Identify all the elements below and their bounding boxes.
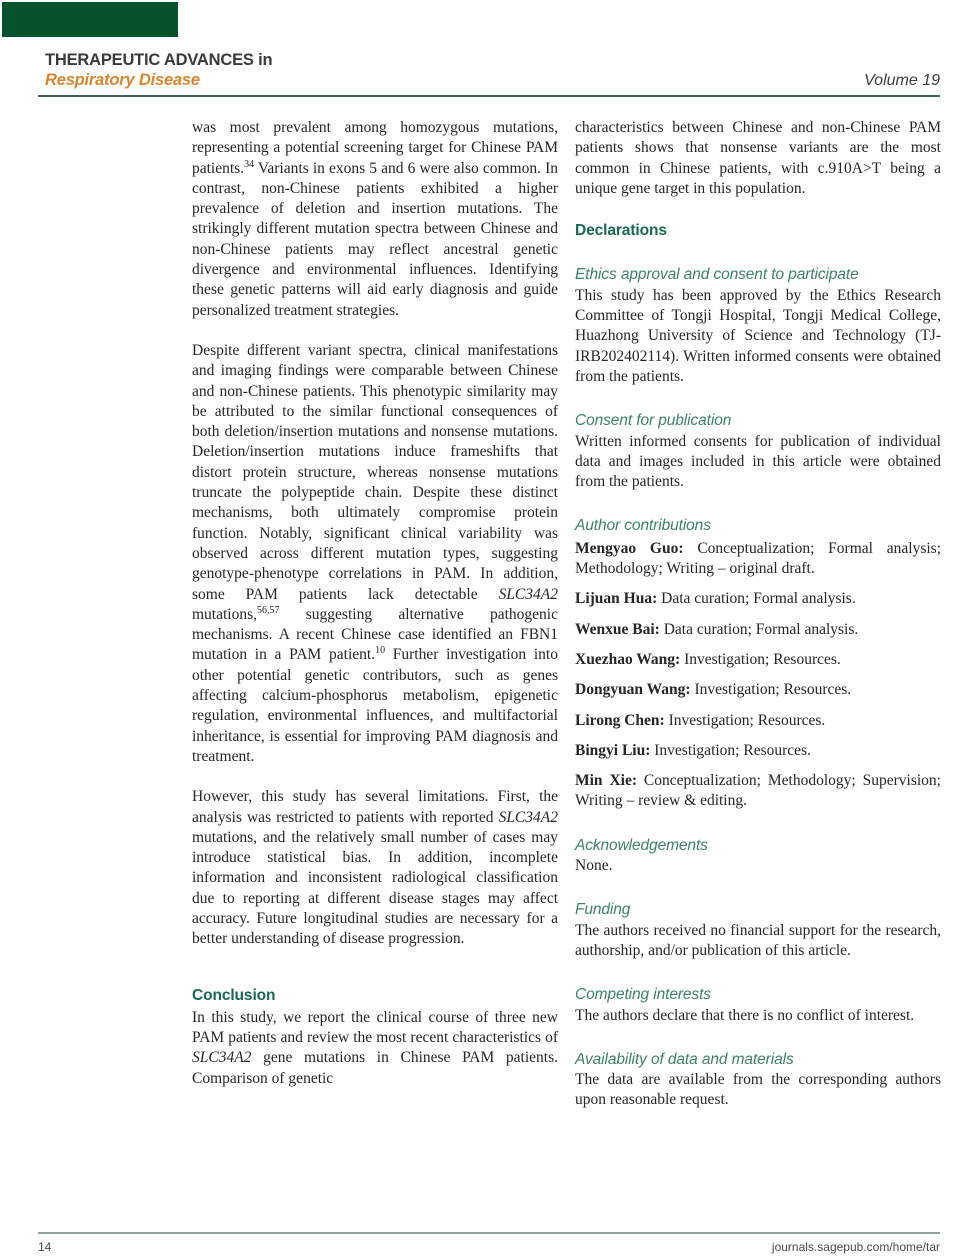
- contributor-roles: Investigation; Resources.: [690, 681, 852, 699]
- ethics-approval-body: This study has been approved by the Ethics Research Committee of Tongji Hospital, Tongji Medical College, Huazhong University of Science and Technology (TJ-IRB202402114). Written informed consents were obtained from the patients.: [575, 286, 941, 385]
- body-paragraph: Despite different variant spectra, clinical manifestations and imaging findings were comparable between Chinese and non-Chinese patients. This phenotypic similarity may be attributed to the similar functional consequences of both deletion/insertion mutations and nonsense mutations. Deletion/insertion mutations induce frameshifts that distort protein structure, whereas nonsense mutations truncate the polypeptide chain. Despite these distinct mechanisms, both ultimately compromise protein function. Notably, significant clinical variability was observed across different mutation types, suggesting genotype-phenotype correlations in PAM. In addition, some PAM patients lack detectable SLC34A2 mutations,$^{56,57}$ suggesting alternative pathogenic mechanisms. A recent Chinese case identified an FBN1 mutation in a PAM patient.$^{10}$ Further investigation into other potential genetic contributors, such as genes affecting calcium-phosphorus metabolism, epigenetic regulation, environmental influences, and multifactorial inheritance, is essential for improving PAM diagnosis and treatment.: [192, 341, 558, 765]
- contributor-name: Lijuan Hua:: [575, 590, 658, 608]
- contributor-roles: Conceptualization; Formal analysis; Methodology; Writing – original draft.: [575, 539, 941, 578]
- contribution-entry: [575, 650, 941, 670]
- reference-superscript: 34: [244, 158, 255, 170]
- contributor-roles: Data curation; Formal analysis.: [659, 620, 859, 638]
- contributor-roles: Investigation; Resources.: [650, 741, 811, 759]
- contributor-roles: Data curation; Formal analysis.: [657, 590, 856, 608]
- contributor-name: Mengyao Guo:: [575, 539, 684, 557]
- contribution-entry: [575, 539, 941, 580]
- page-number: 14: [38, 1240, 52, 1254]
- acknowledgements-body: None.: [575, 857, 613, 875]
- author-contributions-heading: Author contributions: [575, 517, 711, 535]
- contributor-roles: Conceptualization; Methodology; Supervision; Writing – review & editing.: [575, 772, 941, 810]
- journal-name: Respiratory Disease: [45, 71, 200, 89]
- header-rule: [38, 95, 940, 97]
- journal-brand-block: [2, 2, 178, 37]
- contribution-entry: [575, 741, 941, 761]
- conclusion-heading: Conclusion: [192, 986, 276, 1004]
- data-availability-heading: Availability of data and materials: [575, 1050, 794, 1068]
- reference-superscript: 56,57: [257, 604, 280, 616]
- right-column: [575, 118, 941, 1111]
- declarations-heading: Declarations: [575, 222, 667, 240]
- contributor-name: Wenxue Bai:: [575, 620, 660, 638]
- ethics-approval-heading: Ethics approval and consent to participate: [575, 266, 859, 284]
- body-paragraph-continued: characteristics between Chinese and non-Chinese PAM patients shows that nonsense variants are the most common in Chinese patients, with c.910A>T being a unique gene target in this population.: [575, 119, 941, 197]
- contribution-entry: [575, 589, 941, 609]
- contributor-name: Bingyi Liu:: [575, 741, 651, 759]
- body-paragraph: was most prevalent among homozygous mutations, representing a potential screening target for Chinese PAM patients.$^{34}$ Variants in exons 5 and 6 were also common. In contrast, non-Chinese patients exhibited a higher prevalence of deletion and insertion mutations. The strikingly different mutation spectra between Chinese and non-Chinese patients may reflect ancestral genetic divergence and environmental influences. Identifying these genetic patterns will aid early diagnosis and guide personalized treatment strategies.: [192, 119, 558, 319]
- volume-label: Volume 19: [864, 72, 940, 89]
- contributor-roles: Investigation; Resources.: [664, 711, 826, 729]
- left-column: [192, 118, 558, 1109]
- consent-publication-heading: Consent for publication: [575, 412, 732, 430]
- competing-interests-body: The authors declare that there is no conflict of interest.: [575, 1006, 915, 1024]
- contributor-name: Xuezhao Wang:: [575, 650, 681, 668]
- contribution-entry: [575, 771, 941, 812]
- acknowledgements-heading: Acknowledgements: [575, 836, 708, 854]
- contributor-name: Dongyuan Wang:: [575, 681, 691, 699]
- contributor-roles: Investigation; Resources.: [680, 650, 841, 668]
- funding-body: The authors received no financial support for the research, authorship, and/or publication of this article.: [575, 921, 941, 959]
- contribution-entry: [575, 711, 941, 731]
- masthead: [45, 50, 272, 90]
- consent-publication-body: Written informed consents for publication of individual data and images included in this article were obtained from the patients.: [575, 432, 941, 491]
- body-paragraph: However, this study has several limitations. First, the analysis was restricted to patients with reported SLC34A2 mutations, and the relatively small number of cases may introduce statistical bias. In addition, incomplete information and inconsistent radiological classification due to reporting at different disease stages may affect accuracy. Future longitudinal studies are necessary for a better understanding of disease progression.: [192, 788, 558, 948]
- contribution-entry: [575, 620, 941, 640]
- conclusion-paragraph: In this study, we report the clinical course of three new PAM patients and review the most recent characteristics of SLC34A2 gene mutations in Chinese PAM patients. Comparison of genetic: [192, 1008, 558, 1087]
- series-title: THERAPEUTIC ADVANCES in: [45, 51, 273, 69]
- footer-rule: [38, 1232, 940, 1234]
- contributor-name: Lirong Chen:: [575, 711, 665, 729]
- data-availability-body: The data are available from the corresponding authors upon reasonable request.: [575, 1071, 941, 1109]
- contribution-entry: [575, 680, 941, 700]
- journal-url-link[interactable]: journals.sagepub.com/home/tar: [771, 1240, 940, 1254]
- reference-superscript: 10: [375, 645, 386, 657]
- contributor-name: Min Xie:: [575, 772, 637, 790]
- funding-heading: Funding: [575, 901, 631, 919]
- competing-interests-heading: Competing interests: [575, 986, 711, 1004]
